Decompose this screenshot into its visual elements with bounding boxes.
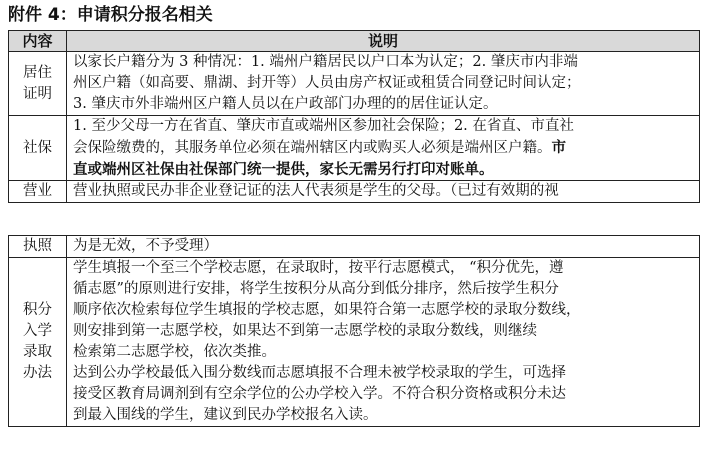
document-title: 附件 4：申请积分报名相关 bbox=[8, 5, 213, 25]
content-bold-text: 市 bbox=[551, 139, 566, 156]
row-content bbox=[67, 181, 700, 203]
content-line: 3. 肇庆市外非端州区户籍人员以在户政部门办理的的居住证认定。 bbox=[73, 96, 498, 112]
content-line: 以家长户籍分为 3 种情况：1. 端州户籍居民以户口本为认定；2. 肇庆市内非端 bbox=[73, 54, 578, 70]
row-label bbox=[9, 258, 67, 427]
content-line: 则安排到第一志愿学校，如果达不到第一志愿学校的录取分数线，则继续 bbox=[73, 323, 537, 339]
row-label bbox=[9, 181, 67, 203]
label-line: 执照 bbox=[23, 238, 52, 254]
content-line: 营业执照或民办非企业登记证的法人代表须是学生的父母。（已过有效期的视 bbox=[73, 183, 559, 199]
row-content bbox=[67, 52, 700, 116]
row-content bbox=[67, 116, 700, 181]
content-line: 循志愿”的原则进行安排，将学生按积分从高分到低分排序，然后按学生积分 bbox=[73, 281, 559, 297]
content-line: 达到公办学校最低入围分数线而志愿填报不合理未被学校录取的学生，可选择 bbox=[73, 365, 566, 381]
content-line: 州区户籍（如高要、鼎湖、封开等）人员由房产权证或租赁合同登记时间认定； bbox=[73, 75, 581, 91]
label-line: 积分 bbox=[23, 302, 52, 318]
requirements-table-top bbox=[8, 30, 700, 203]
content-line: 学生填报一个至三个学校志愿，在录取时，按平行志愿模式， “积分优先，遵 bbox=[73, 260, 564, 276]
header-content: 内容 bbox=[9, 31, 67, 52]
content-text: 会保险缴费的，其服务单位必须在端州辖区内或购买人必须是端州区户籍。 bbox=[73, 140, 552, 156]
table-row-admission-method bbox=[9, 258, 700, 427]
requirements-table-bottom bbox=[8, 235, 700, 427]
row-content bbox=[67, 258, 700, 427]
table-row-residence bbox=[9, 52, 700, 116]
label-line: 证明 bbox=[23, 85, 52, 102]
row-label bbox=[9, 116, 67, 181]
content-line: 到最入围线的学生，建议到民办学校报名入读。 bbox=[73, 407, 378, 423]
label-line: 居住 bbox=[23, 64, 52, 81]
table-row-business bbox=[9, 181, 700, 203]
row-content bbox=[67, 236, 700, 258]
label-line: 入学 bbox=[23, 323, 52, 339]
content-bold-line: 直或端州区社保由社保部门统一提供，家长无需另行打印对账单。 bbox=[73, 161, 494, 178]
table-row-social-security bbox=[9, 116, 700, 181]
content-line: 检索第二志愿学校，依次类推。 bbox=[73, 344, 276, 360]
label-line: 办法 bbox=[23, 365, 52, 381]
content-line: 接受区教育局调剂到有空余学位的公办学校入学。不符合积分资格或积分未达 bbox=[73, 386, 566, 402]
header-description: 说明 bbox=[67, 31, 700, 52]
content-line: 1. 至少父母一方在省直、肇庆市直或端州区参加社会保险；2. 在省直、市直社 bbox=[73, 118, 574, 134]
content-line-mixed bbox=[73, 137, 693, 159]
content-line: 为是无效，不予受理） bbox=[73, 238, 218, 254]
table-row-license bbox=[9, 236, 700, 258]
table-header-row bbox=[9, 31, 700, 52]
row-label bbox=[9, 236, 67, 258]
label-line: 营业 bbox=[23, 183, 52, 199]
row-label bbox=[9, 52, 67, 116]
label-line: 社保 bbox=[23, 139, 52, 156]
content-line: 顺序依次检索每位学生填报的学校志愿，如果符合第一志愿学校的录取分数线， bbox=[73, 302, 581, 318]
label-line: 录取 bbox=[23, 344, 52, 360]
